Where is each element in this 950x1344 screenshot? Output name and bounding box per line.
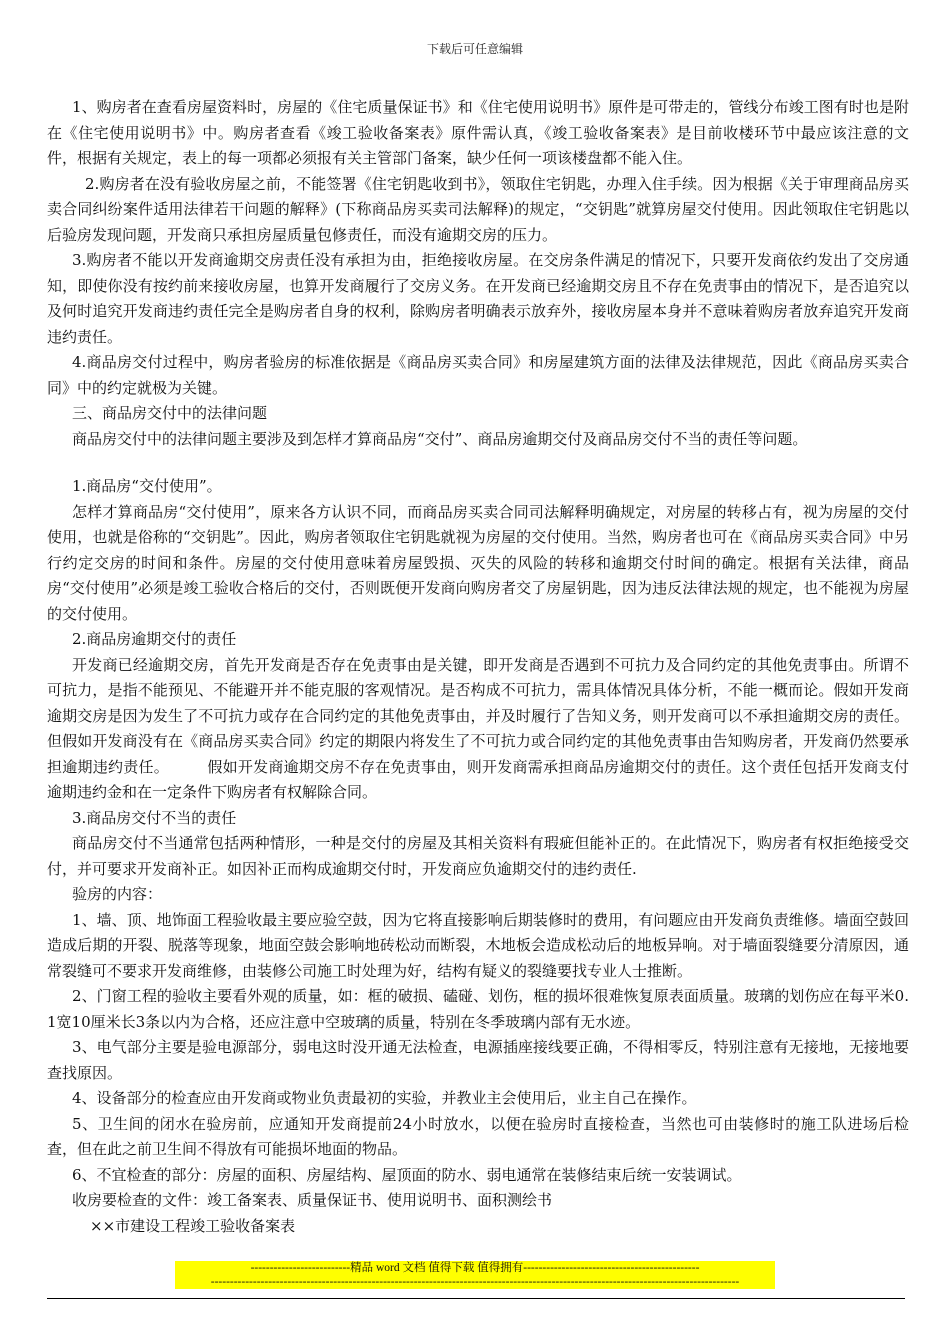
paragraph: 1、购房者在查看房屋资料时，房屋的《住宅质量保证书》和《住宅使用说明书》原件是可带走的，管线分布竣工图有时也是附在《住宅使用说明书》中。购房者查看《竣工验收备案表》原件需认真，《竣工验收备案表》是目前收楼环节中最应该注意的文件，根据有关规定，表上的每一项都必须报有关主管部门备案，缺少任何一项该楼盘都不能入住。 <box>47 98 909 167</box>
paragraph: ××市建设工程竣工验收备案表 <box>90 1216 296 1235</box>
footer-banner-dashes: ------------------------------------------------------------------------------------------------------------------------------------------ <box>210 1276 740 1288</box>
subheading: 2.商品房逾期交付的责任 <box>72 630 237 648</box>
section-heading: 三、商品房交付中的法律问题 <box>72 404 268 422</box>
footer-banner-text: --------------------------精品 word 文档 值得下载 值得拥有---------------------------------------------- <box>250 1262 700 1274</box>
document-body <box>47 95 909 1239</box>
paragraph: 3.购房者不能以开发商逾期交房责任没有承担为由，拒绝接收房屋。在交房条件满足的情况下，只要开发商依约发出了交房通知，即使你没有按约前来接收房屋，也算开发商履行了交房义务。在开发商已经逾期交房且不存在免责事由的情况下，是否追究以及何时追究开发商违约责任完全是购房者自身的权利，除购房者明确表示放弃外，接收房屋本身并不意味着购房者放弃追究开发商违约责任。 <box>47 251 909 346</box>
paragraph: 1、墙、顶、地饰面工程验收最主要应验空鼓，因为它将直接影响后期装修时的费用，有问题应由开发商负责维修。墙面空鼓回造成后期的开裂、脱落等现象，地面空鼓会影响地砖松动而断裂，木地板会造成松动后的地板异响。对于墙面裂缝要分清原因，通常裂缝可不要求开发商维修，由装修公司施工时处理为好，结构有疑义的裂缝要找专业人士推断。 <box>47 910 909 980</box>
subheading: 3.商品房交付不当的责任 <box>72 808 237 827</box>
paragraph: 4.商品房交付过程中，购房者验房的标准依据是《商品房买卖合同》和房屋建筑方面的法律及法律规范，因此《商品房买卖合同》中的约定就极为关键。 <box>47 353 909 397</box>
paragraph: 5、卫生间的闭水在验房前，应通知开发商提前24小时放水，以便在验房时直接检查，当然也可由装修时的施工队进场后检查，但在此之前卫生间不得放有可能损坏地面的物品。 <box>47 1114 909 1158</box>
paragraph: 商品房交付中的法律问题主要涉及到怎样才算商品房“交付”、商品房逾期交付及商品房交付不当的责任等问题。 <box>72 429 808 448</box>
paragraph: 6、不宜检查的部分：房屋的面积、房屋结构、屋顶面的防水、弱电通常在装修结束后统一安装调试。 <box>72 1165 742 1184</box>
paragraph: 商品房交付不当通常包括两种情形，一种是交付的房屋及其相关资料有瑕疵但能补正的。在此情况下，购房者有权拒绝接受交付，并可要求开发商补正。如因补正而构成逾期交付时，开发商应负逾期交付的违约责任. <box>47 834 909 878</box>
paragraph: 3、电气部分主要是验电源部分，弱电这时没开通无法检查，电源插座接线要正确，不得相零反，特别注意有无接地，无接地要查找原因。 <box>47 1038 909 1082</box>
footer-divider <box>47 1298 905 1299</box>
paragraph: 收房要检查的文件：竣工备案表、质量保证书、使用说明书、面积测绘书 <box>72 1191 553 1209</box>
page-header: 下载后可任意编辑 <box>426 42 523 56</box>
blank-line <box>47 452 909 474</box>
paragraph: 2.购房者在没有验收房屋之前，不能签署《住宅钥匙收到书》，领取住宅钥匙，办理入住手续。因为根据《关于审理商品房买卖合同纠纷案件适用法律若干问题的解释》(下称商品房买卖司法解释)的规定，“交钥匙”就算房屋交付使用。因此领取住宅钥匙以后验房发现问题，开发商只承担房屋质量包修责任，而没有逾期交房的压力。 <box>47 174 909 244</box>
footer-banner <box>175 1261 775 1289</box>
paragraph: 2、门窗工程的验收主要看外观的质量，如：框的破损、磕碰、划伤，框的损坏很难恢复原表面质量。玻璃的划伤应在每平米0.1宽10厘米长3条以内为合格，还应注意中空玻璃的质量，特别在冬季玻璃内部有无水迹。 <box>47 987 909 1031</box>
subheading: 验房的内容： <box>72 885 163 903</box>
paragraph: 怎样才算商品房“交付使用”，原来各方认识不同，而商品房买卖合同司法解释明确规定，对房屋的转移占有，视为房屋的交付使用，也就是俗称的“交钥匙”。因此，购房者领取住宅钥匙就视为房屋的交付使用。当然，购房者也可在《商品房买卖合同》中另行约定交房的时间和条件。房屋的交付使用意味着房屋毁损、灭失的风险的转移和逾期交付时间的确定。根据有关法律，商品房“交付使用”必须是竣工验收合格后的交付，否则既便开发商向购房者交了房屋钥匙，因为违反法律法规的规定，也不能视为房屋的交付使用。 <box>47 502 909 623</box>
paragraph: 4、设备部分的检查应由开发商或物业负责最初的实验，并教业主会使用后，业主自己在操作。 <box>72 1089 697 1107</box>
subheading: 1.商品房“交付使用”。 <box>72 477 222 495</box>
paragraph: 开发商已经逾期交房，首先开发商是否存在免责事由是关键，即开发商是否遇到不可抗力及合同约定的其他免责事由。所谓不可抗力，是指不能预见、不能避开并不能克服的客观情况。是否构成不可抗力，需具体情况具体分析，不能一概而论。假如开发商逾期交房是因为发生了不可抗力或存在合同约定的其他免责事由，并及时履行了告知义务，则开发商可以不承担逾期交房的责任。但假如开发商没有在《商品房买卖合同》约定的期限内将发生了不可抗力或合同约定的其他免责事由告知购房者，开发商仍然要承担逾期违约责任。 假如开发商逾期交房不存在免责事由，则开发商需承担商品房逾期交付的责任。这个责任包括开发商支付逾期违约金和在一定条件下购房者有权解除合同。 <box>47 655 909 801</box>
